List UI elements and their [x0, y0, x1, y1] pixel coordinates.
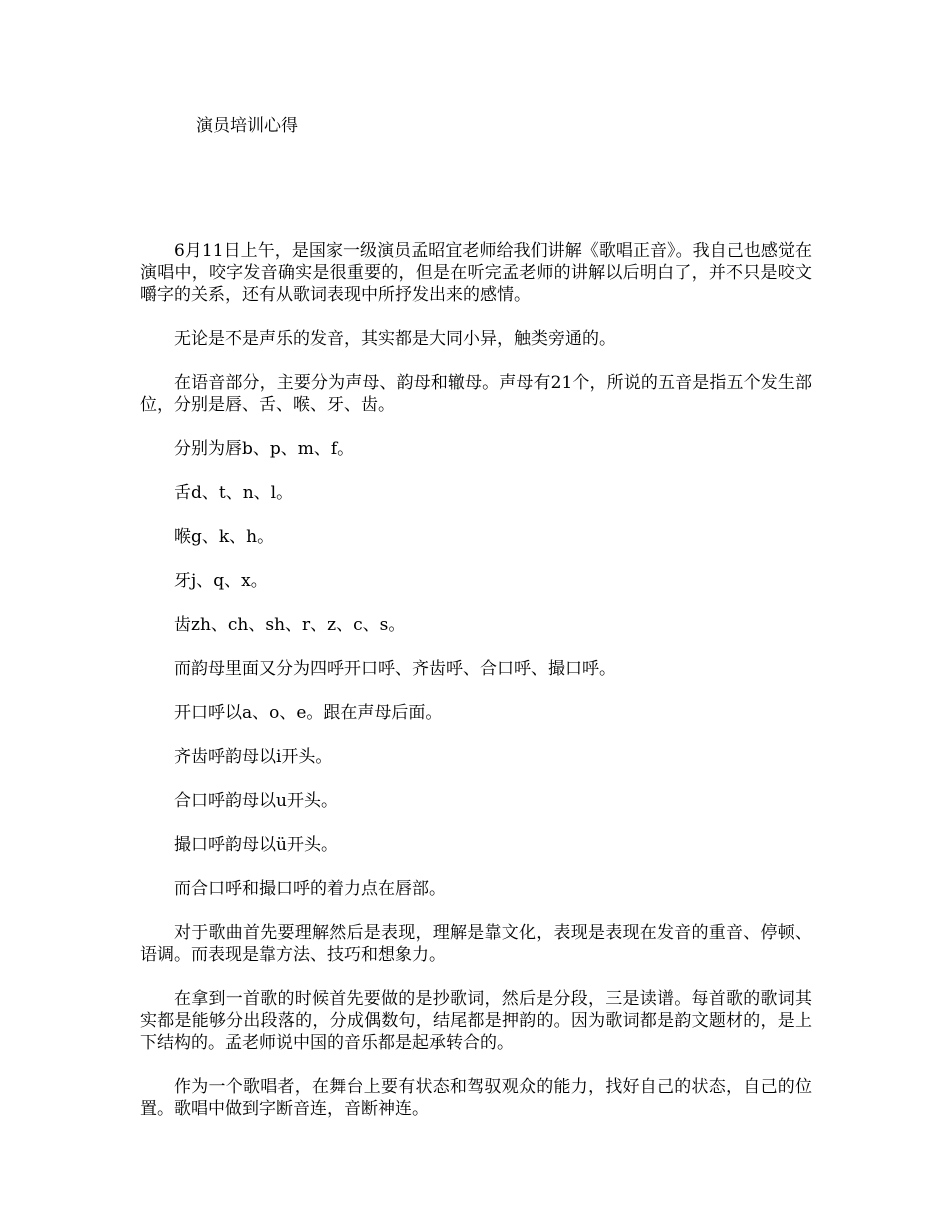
paragraph: 而合口呼和撮口呼的着力点在唇部。: [174, 879, 446, 899]
paragraph: 撮口呼韵母以ü开头。: [174, 835, 338, 855]
document-body: [140, 240, 812, 1142]
paragraph: 6月11日上午，是国家一级演员孟昭宜老师给我们讲解《歌唱正音》。我自己也感觉在演唱中，咬字发音确实是很重要的，但是在听完孟老师的讲解以后明白了，并不只是咬文嚼字的关系，还有从歌词表现中所抒发出来的感情。: [140, 241, 812, 305]
paragraph: 分别为唇b、p、m、f。: [174, 439, 355, 459]
paragraph: 喉g、k、h。: [174, 527, 275, 547]
paragraph: 牙j、q、x。: [174, 571, 268, 591]
document-title: 演员培训心得: [196, 116, 298, 136]
paragraph: 无论是不是声乐的发音，其实都是大同小异，触类旁通的。: [174, 329, 616, 349]
paragraph: 对于歌曲首先要理解然后是表现，理解是靠文化，表现是表现在发音的重音、停顿、语调。而表现是靠方法、技巧和想象力。: [140, 923, 812, 965]
paragraph: 而韵母里面又分为四呼开口呼、齐齿呼、合口呼、撮口呼。: [174, 659, 616, 679]
paragraph: 合口呼韵母以u开头。: [174, 791, 338, 811]
paragraph: 齐齿呼韵母以i开头。: [174, 747, 333, 767]
paragraph: 在语音部分，主要分为声母、韵母和辙母。声母有21个，所说的五音是指五个发生部位，分别是唇、舌、喉、牙、齿。: [140, 373, 812, 415]
paragraph: 在拿到一首歌的时候首先要做的是抄歌词，然后是分段，三是读谱。每首歌的歌词其实都是能够分出段落的，分成偶数句，结尾都是押韵的。因为歌词都是韵文题材的，是上下结构的。孟老师说中国的音乐都是起承转合的。: [140, 989, 812, 1053]
paragraph: 作为一个歌唱者，在舞台上要有状态和驾驭观众的能力，找好自己的状态，自己的位置。歌唱中做到字断音连，音断神连。: [140, 1077, 812, 1119]
paragraph: 齿zh、ch、sh、r、z、c、s。: [174, 615, 406, 635]
paragraph: 舌d、t、n、l。: [174, 483, 294, 503]
paragraph: 开口呼以a、o、e。跟在声母后面。: [174, 703, 443, 723]
